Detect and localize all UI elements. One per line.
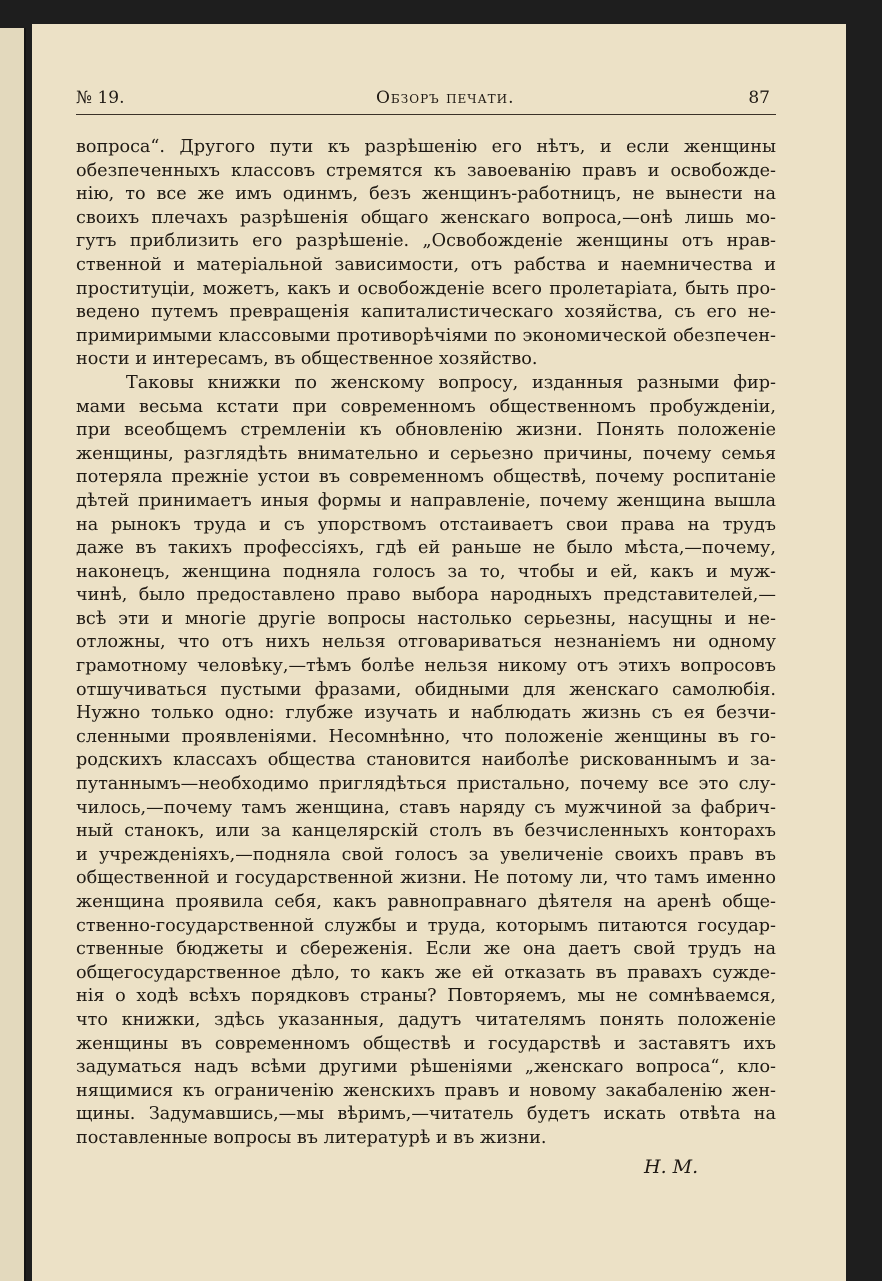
text-line: щины. Задумавшись,—мы вѣримъ,—читатель будетъ искать отвѣта на (76, 1104, 776, 1125)
page-number: 87 (748, 88, 770, 108)
text-line: задуматься надъ всѣми другими рѣшеніями „женскаго вопроса“, кло- (76, 1057, 776, 1078)
text-line: мами весьма кстати при современномъ общественномъ пробужденіи, (76, 396, 776, 417)
text-line: обезпеченныхъ классовъ стремятся къ завоеванію правъ и освобожде- (76, 160, 776, 181)
text-line: нію, то все же имъ одинмъ, безъ женщинъ-работницъ, не вынести на (76, 184, 776, 205)
text-line: родскихъ классахъ общества становится наиболѣе рискованнымъ и за- (76, 750, 776, 771)
text-line: чилось,—почему тамъ женщина, ставъ наряду съ мужчиной за фабрич- (76, 797, 776, 818)
text-line: на рынокъ труда и съ упорствомъ отстаиваетъ свои права на трудъ (76, 514, 776, 535)
text-line: Нужно только одно: глубже изучать и наблюдать жизнь съ ея безчи- (76, 703, 776, 724)
text-line: женщины, разглядѣть внимательно и серьезно причины, почему семья (76, 443, 776, 464)
text-line: женщины въ современномъ обществѣ и государствѣ и заставятъ ихъ (76, 1033, 776, 1054)
text-line: женщина проявила себя, какъ равноправнаго дѣятеля на аренѣ обще- (76, 892, 776, 912)
text-line: сленными проявленіями. Несомнѣнно, что положеніе женщины въ го- (76, 726, 776, 747)
text-line: что книжки, здѣсь указанныя, дадутъ читателямъ понять положеніе (76, 1009, 776, 1030)
text-line: проституціи, можетъ, какъ и освобожденіе всего пролетаріата, быть про- (76, 278, 776, 299)
text-line: при всеобщемъ стремленіи къ обновленію жизни. Понять положеніе (76, 420, 776, 441)
text-line: нящимися къ ограниченію женскихъ правъ и новому закабаленію жен- (76, 1080, 776, 1101)
text-line: общегосударственное дѣло, то какъ же ей отказать въ правахъ сужде- (76, 962, 776, 983)
text-line: нія о ходѣ всѣхъ порядковъ страны? Повторяемъ, мы не сомнѣваемся, (76, 986, 776, 1007)
text-line: чинѣ, было предоставлено право выбора народныхъ представителей,— (76, 585, 776, 606)
text-line: ности и интересамъ, въ общественное хозяйство. (76, 349, 538, 370)
text-line: ведено путемъ превращенія капиталистическаго хозяйства, съ его не- (76, 302, 776, 323)
author-signature: Н. М. (644, 1156, 699, 1178)
text-line: Таковы книжки по женскому вопросу, изданныя разными фир- (126, 372, 776, 393)
previous-page-edge (0, 28, 26, 1281)
text-line: поставленные вопросы въ литературѣ и въ жизни. (76, 1127, 547, 1148)
text-line: ный станокъ, или за канцелярскій столъ въ безчисленныхъ конторахъ (76, 821, 776, 842)
text-line: своихъ плечахъ разрѣшенія общаго женскаго вопроса,—онѣ лишь мо- (76, 207, 776, 228)
text-line: общественной и государственной жизни. Не потому ли, что тамъ именно (76, 868, 776, 889)
text-line: потеряла прежніе устои въ современномъ обществѣ, почему роспитаніе (76, 467, 776, 488)
text-line: ственно-государственной службы и труда, которымъ питаются государ- (76, 915, 776, 936)
text-line: примиримыми классовыми противорѣчіями по экономической обезпечен- (76, 325, 776, 346)
issue-number: № 19. (76, 88, 125, 108)
text-line: путаннымъ—необходимо приглядѣться пристально, почему все это слу- (76, 774, 776, 795)
section-title: Обзоръ печати. (376, 88, 515, 108)
text-line: дѣтей принимаетъ иныя формы и направленіе, почему женщина вышла (76, 490, 776, 511)
text-line: отложны, что отъ нихъ нельзя отговариваться незнаніемъ ни одному (76, 632, 776, 653)
text-line: всѣ эти и многіе другіе вопросы настолько серьезны, насущны и не- (76, 608, 776, 629)
text-line: и учрежденіяхъ,—подняла свой голосъ за увеличеніе своихъ правъ въ (76, 844, 776, 865)
text-line: вопроса“. Другого пути къ разрѣшенію его нѣтъ, и если женщины (76, 137, 776, 157)
text-line: грамотному человѣку,—тѣмъ болѣе нельзя никому отъ этихъ вопросовъ (76, 656, 776, 677)
text-line: ственной и матеріальной зависимости, отъ рабства и наемничества и (76, 254, 776, 275)
text-line: отшучиваться пустыми фразами, обидными для женскаго самолюбія. (76, 679, 776, 700)
running-header (76, 84, 776, 115)
text-line: даже въ такихъ профессіяхъ, гдѣ ей раньше не было мѣста,—почему, (76, 538, 776, 559)
book-page (32, 24, 846, 1281)
text-line: наконецъ, женщина подняла голосъ за то, чтобы и ей, какъ и муж- (76, 561, 776, 582)
text-line: ственные бюджеты и сбереженія. Если же она даетъ свой трудъ на (76, 939, 776, 960)
text-line: гутъ приблизить его разрѣшеніе. „Освобожденіе женщины отъ нрав- (76, 231, 776, 252)
article-body (76, 136, 776, 1151)
